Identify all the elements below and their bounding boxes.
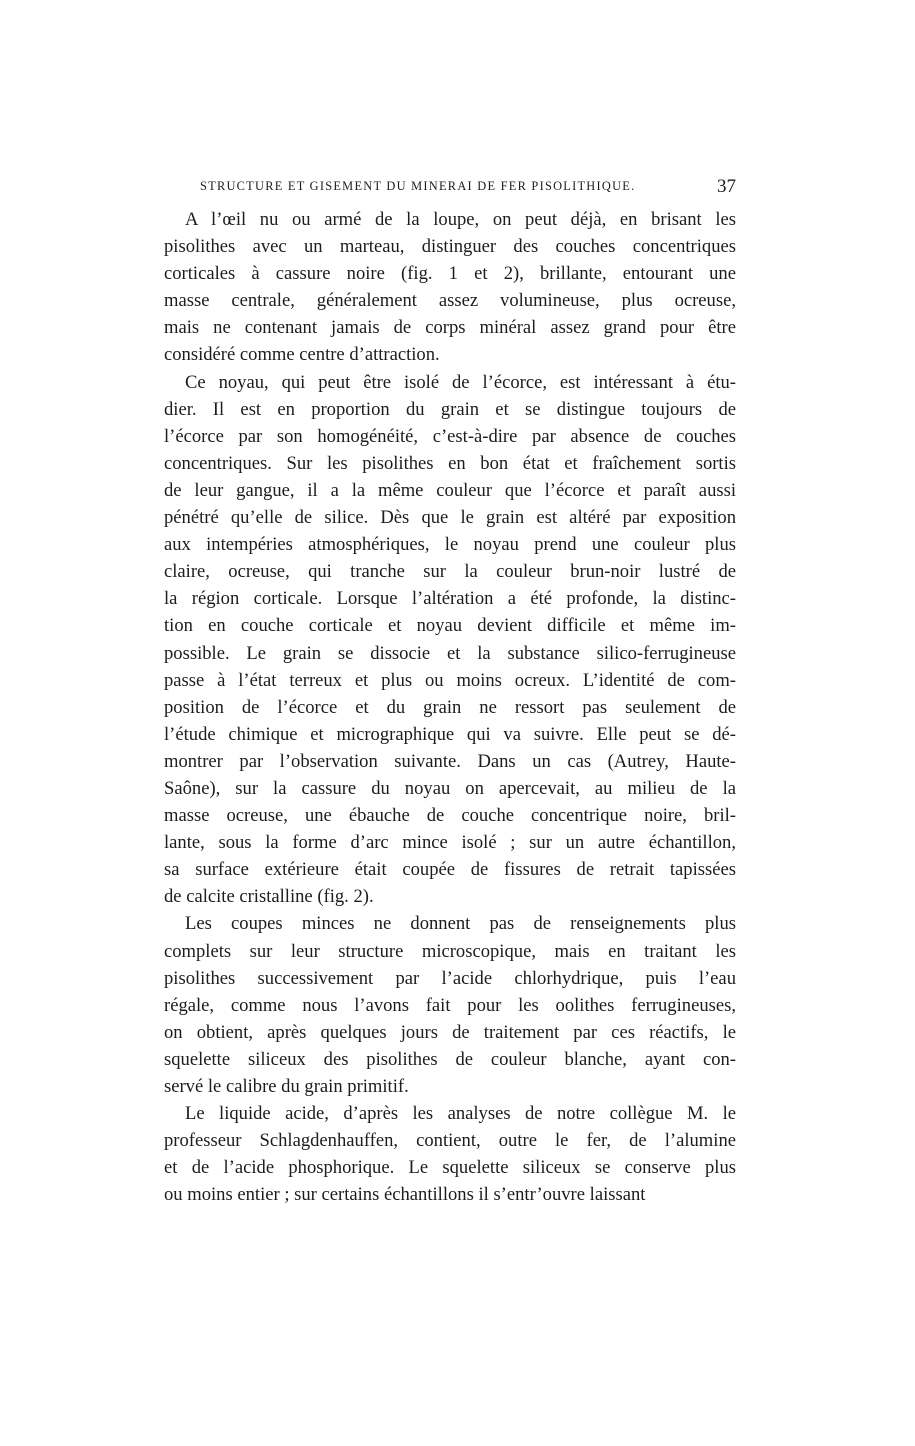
text-line: la région corticale. Lorsque l’altération a été profonde, la distinc- [164,588,736,610]
text-line: de calcite cristalline (fig. 2). [164,886,374,908]
text-line: l’étude chimique et micrographique qui va suivre. Elle peut se dé- [164,723,736,745]
running-header [200,176,736,198]
text-line: Le liquide acide, d’après les analyses de notre collègue M. le [185,1103,736,1125]
text-line: masse centrale, généralement assez volumineuse, plus ocreuse, [164,290,736,312]
paragraph [164,206,736,369]
text-line: complets sur leur structure microscopique, mais en traitant les [164,940,736,962]
text-line: A l’œil nu ou armé de la loupe, on peut déjà, en brisant les [185,209,736,230]
running-title: STRUCTURE ET GISEMENT DU MINERAI DE FER PISOLITHIQUE. [200,179,636,193]
text-line: ou moins entier ; sur certains échantillons il s’entr’ouvre laissant [164,1184,646,1206]
text-line: montrer par l’observation suivante. Dans un cas (Autrey, Haute- [164,750,736,772]
text-line: aux intempéries atmosphériques, le noyau prend une couleur plus [164,534,736,556]
text-line: concentriques. Sur les pisolithes en bon état et fraîchement sortis [164,452,736,474]
body-text [164,206,736,1208]
text-line: et de l’acide phosphorique. Le squelette siliceux se conserve plus [164,1157,736,1179]
text-line: tion en couche corticale et noyau devient difficile et même im- [164,615,736,637]
text-line: dier. Il est en proportion du grain et se distingue toujours de [164,398,736,420]
text-line: claire, ocreuse, qui tranche sur la couleur brun-noir lustré de [164,561,736,583]
text-line: Ce noyau, qui peut être isolé de l’écorce, est intéressant à étu- [185,371,736,393]
text-line: Les coupes minces ne donnent pas de renseignements plus [185,913,736,935]
text-line: régale, comme nous l’avons fait pour les oolithes ferrugineuses, [164,994,736,1016]
text-line: professeur Schlagdenhauffen, contient, outre le fer, de l’alumine [164,1130,736,1152]
text-line: sa surface extérieure était coupée de fissures de retrait tapissées [164,859,736,881]
text-line: pisolithes successivement par l’acide chlorhydrique, puis l’eau [164,967,736,989]
text-line: lante, sous la forme d’arc mince isolé ; sur un autre échantillon, [164,832,736,854]
text-line: possible. Le grain se dissocie et la substance silico-ferrugineuse [164,642,736,664]
text-line: corticales à cassure noire (fig. 1 et 2), brillante, entourant une [164,263,736,285]
paragraph [164,369,736,911]
text-line: mais ne contenant jamais de corps minéral assez grand pour être [164,317,736,339]
text-line: servé le calibre du grain primitif. [164,1076,409,1097]
text-line: Saône), sur la cassure du noyau on apercevait, au milieu de la [164,777,736,799]
text-line: on obtient, après quelques jours de traitement par ces réactifs, le [164,1021,736,1043]
paragraph [164,910,736,1100]
text-line: passe à l’état terreux et plus ou moins ocreux. L’identité de com- [164,669,736,691]
page-number: 37 [717,176,736,197]
text-line: l’écorce par son homogénéité, c’est-à-dire par absence de couches [164,425,736,447]
text-line: considéré comme centre d’attraction. [164,344,440,366]
text-line: masse ocreuse, une ébauche de couche concentrique noire, bril- [164,805,736,827]
text-line: pisolithes avec un marteau, distinguer des couches concentriques [164,236,736,258]
text-line: position de l’écorce et du grain ne ressort pas seulement de [164,696,736,718]
text-line: squelette siliceux des pisolithes de couleur blanche, ayant con- [164,1048,736,1070]
text-line: de leur gangue, il a la même couleur que l’écorce et paraît aussi [164,479,736,501]
paragraph [164,1100,736,1208]
text-line: pénétré qu’elle de silice. Dès que le grain est altéré par exposition [164,507,736,529]
